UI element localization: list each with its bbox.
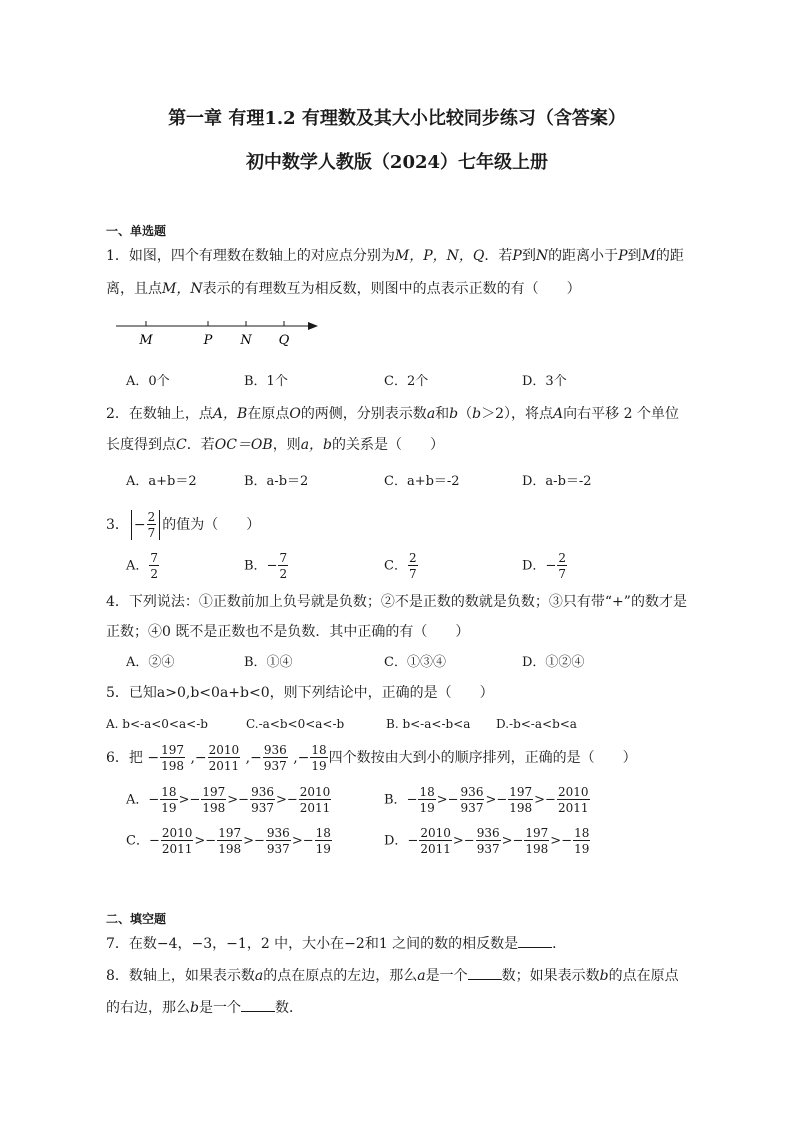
question-5-stem: 5．已知a>0,b<0a+b<0，则下列结论中，正确的是（ ） (106, 685, 494, 701)
question-7: 7．在数−4，−3，−1，2 中，大小在−2和1 之间的数的相反数是 ． (106, 933, 566, 954)
question-8-line-1: 8．数轴上，如果表示数a的点在原点的左边，那么a是一个 数；如果表示数b的点在原点 (106, 965, 679, 986)
q2-option-b[interactable]: B．a-b＝2 (244, 474, 309, 489)
q6-option-a[interactable]: A．− $\frac{18}{19}$ >− $\frac{197}{198}$ >− $\frac{936}{937}$ >− $\frac{2010}{2011}$ (126, 785, 331, 815)
question-3-stem: 3． − $\frac{2}{7}$ 的值为（ ） (106, 510, 261, 540)
question-2-line-1: 2．在数轴上，点A，B在原点O的两侧，分别表示数a和b（b＞2），将点A向右平移 2 个单位 (106, 406, 679, 422)
abs-bar-left (131, 510, 132, 540)
q5-option-c[interactable]: C.-a<b<0<a<-b (246, 717, 345, 731)
question-4-line-1: 4．下列说法：①正数前加上负号就是负数；②不是正数的数就是负数；③只有带“+”的数才是 (106, 594, 687, 610)
q1-option-d[interactable]: D．3个 (522, 374, 567, 389)
label-N: N (240, 333, 252, 348)
q4-option-c[interactable]: C．①③④ (384, 655, 446, 670)
question-1-line-2: 离，且点M，N表示的有理数互为相反数，则图中的点表示正数的有（ ） (106, 281, 581, 297)
q3-option-b[interactable]: B．− $\frac{7}{2}$ (244, 551, 288, 581)
q2-option-a[interactable]: A．a+b＝2 (126, 474, 197, 489)
question-2-line-2: 长度得到点C．若OC＝OB，则a，b的关系是（ ） (106, 437, 444, 453)
q6-option-d[interactable]: D．− $\frac{2010}{2011}$ >− $\frac{936}{937}$ >− $\frac{197}{198}$ >− $\frac{18}{19}$ (384, 826, 590, 856)
question-6-stem: 6．把 − $\frac{197}{198}$ ,− $\frac{2010}{2011}$ ,− $\frac{936}{937}$ ,− $\frac{18}{19}$ 四个数按由大到小的顺序排列，正确的是（ ） (106, 743, 637, 773)
label-P: P (203, 333, 213, 348)
q1-option-a[interactable]: A．0个 (126, 374, 170, 389)
question-8-line-2: 的右边，那么b是一个 数． (106, 997, 303, 1018)
answer-blank[interactable] (468, 965, 502, 980)
question-4-line-2: 正数；④0 既不是正数也不是负数．其中正确的有（ ） (106, 624, 470, 640)
q5-option-b[interactable]: B. b<-a<-b<a (386, 717, 471, 731)
q6-option-c[interactable]: C．− $\frac{2010}{2011}$ >− $\frac{197}{198}$ >− $\frac{936}{937}$ >− $\frac{18}{19}$ (126, 826, 331, 856)
label-Q: Q (278, 333, 290, 348)
question-1-line-1: 1．如图，四个有理数在数轴上的对应点分别为M，P，N，Q．若P到N的距离小于P到M的距 (106, 248, 684, 264)
q4-option-d[interactable]: D．①②④ (522, 655, 585, 670)
q4-option-b[interactable]: B．①④ (244, 655, 293, 670)
number-line-arrow (308, 322, 318, 330)
q4-option-a[interactable]: A．②④ (126, 655, 175, 670)
page-title: 第一章 有理1.2 有理数及其大小比较同步练习（含答案） (168, 108, 626, 129)
q3-option-d[interactable]: D．− $\frac{2}{7}$ (522, 551, 566, 581)
answer-blank[interactable] (241, 997, 275, 1012)
q3-option-c[interactable]: C． $\frac{2}{7}$ (384, 551, 417, 581)
answer-blank[interactable] (518, 933, 552, 948)
number-line-figure (112, 316, 324, 350)
q2-option-c[interactable]: C．a+b＝-2 (384, 474, 460, 489)
q5-option-d[interactable]: D.-b<-a<b<a (496, 717, 577, 731)
abs-bar-right (159, 510, 160, 540)
q3-fraction: $\frac{2}{7}$ (147, 510, 156, 540)
section-heading-single-choice: 一、单选题 (106, 224, 167, 238)
q1-option-c[interactable]: C．2个 (384, 374, 429, 389)
q2-option-d[interactable]: D．a-b＝-2 (522, 474, 592, 489)
q5-option-a[interactable]: A. b<-a<0<a<-b (106, 717, 208, 731)
label-M: M (139, 333, 153, 348)
page-subtitle: 初中数学人教版（2024）七年级上册 (245, 152, 549, 173)
section-heading-fill-in: 二、填空题 (106, 912, 167, 926)
q1-option-b[interactable]: B．1个 (244, 374, 288, 389)
q3-option-a[interactable]: A． $\frac{7}{2}$ (126, 551, 159, 581)
q6-option-b[interactable]: B．− $\frac{18}{19}$ >− $\frac{936}{937}$ >− $\frac{197}{198}$ >− $\frac{2010}{2011}$ (384, 785, 589, 815)
